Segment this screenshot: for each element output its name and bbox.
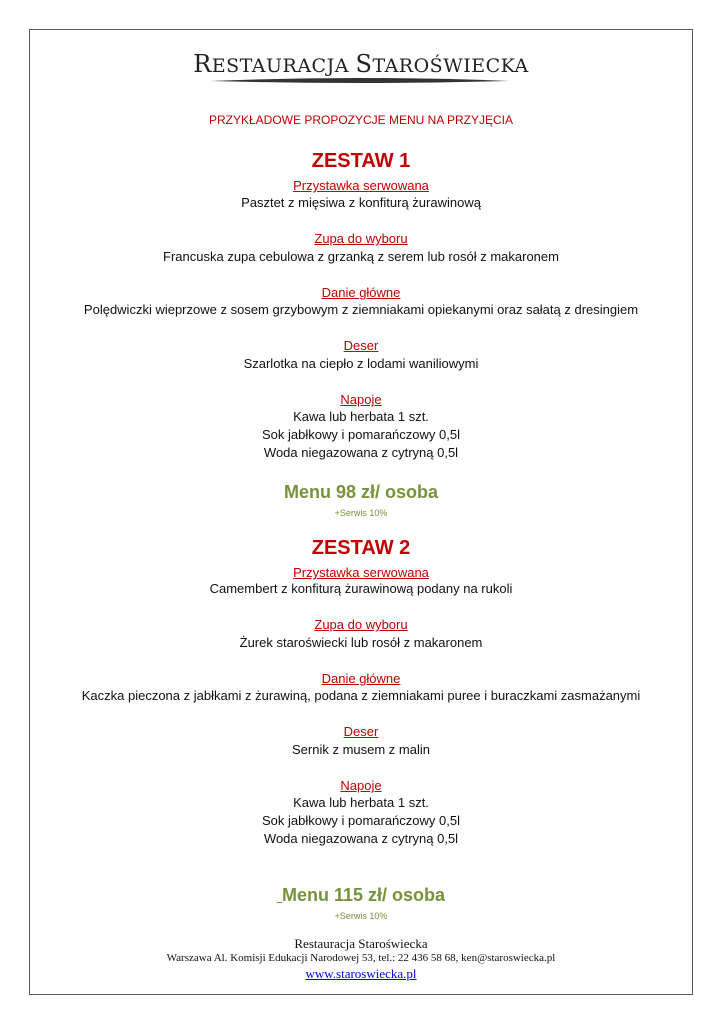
set2-price — [29, 885, 693, 906]
logo-swash — [210, 77, 510, 85]
set1-price: Menu 98 zł/ osoba — [283, 482, 439, 502]
set2-starter-label: Przystawka serwowana — [293, 565, 429, 580]
set1-starter-label: Przystawka serwowana — [293, 178, 429, 193]
set1-drink-2: Sok jabłkowy i pomarańczowy 0,5l — [262, 427, 460, 442]
logo-word-2: TAROŚWIECKA — [372, 55, 529, 77]
set1-service: +Serwis 10% — [334, 508, 388, 518]
set2-price-text: Menu 115 zł/ osoba — [281, 885, 446, 905]
set1-main-label: Danie główne — [321, 285, 401, 300]
set2-drink-1: Kawa lub herbata 1 szt. — [293, 795, 429, 810]
set2-soup-label: Zupa do wyboru — [314, 617, 408, 632]
set2-main: Kaczka pieczona z jabłkami z żurawiną, podana z ziemniakami puree i buraczkami zasmażanymi — [81, 688, 641, 703]
set2-soup: Żurek staroświecki lub rosół z makaronem — [239, 635, 483, 650]
set1-drinks-label: Napoje — [340, 392, 382, 407]
set1-drink-3: Woda niegazowana z cytryną 0,5l — [263, 445, 459, 460]
set1-drink-1: Kawa lub herbata 1 szt. — [293, 409, 429, 424]
set2-drinks-label: Napoje — [340, 778, 382, 793]
footer-address: Warszawa Al. Komisji Edukacji Narodowej 53, tel.: 22 436 58 68, ken@staroswiecka.pl — [166, 952, 556, 964]
set1-soup: Francuska zupa cebulowa z grzanką z serem lub rosół z makaronem — [163, 249, 559, 264]
set1-main: Polędwiczki wieprzowe z sosem grzybowym z ziemniakami opiekanymi oraz sałatą z dresingiem — [83, 302, 639, 317]
set2-starter: Camembert z konfiturą żurawinową podany na rukoli — [209, 581, 513, 596]
set2-dessert: Sernik z musem z malin — [292, 742, 430, 757]
footer-website-link[interactable]: www.staroswiecka.pl — [305, 966, 417, 981]
set2-main-label: Danie główne — [321, 671, 401, 686]
menu-subtitle: PRZYKŁADOWE PROPOZYCJE MENU NA PRZYJĘCIA — [208, 113, 514, 127]
set2-title: ZESTAW 2 — [311, 537, 411, 559]
set1-dessert-label: Deser — [343, 338, 379, 353]
set2-drink-3: Woda niegazowana z cytryną 0,5l — [263, 831, 459, 846]
set2-drink-2: Sok jabłkowy i pomarańczowy 0,5l — [262, 813, 460, 828]
logo-initial-2: S — [355, 50, 373, 78]
logo-word-1: ESTAURACJA — [211, 55, 349, 77]
set1-title: ZESTAW 1 — [311, 150, 411, 172]
set1-starter: Pasztet z mięsiwa z konfiturą żurawinową — [241, 195, 481, 210]
restaurant-logo — [29, 50, 693, 78]
set2-dessert-label: Deser — [343, 724, 379, 739]
footer-restaurant-name: Restauracja Staroświecka — [294, 936, 428, 951]
set2-service: +Serwis 10% — [334, 911, 388, 921]
set1-dessert: Szarlotka na ciepło z lodami waniliowymi — [243, 356, 479, 371]
logo-initial-1: R — [193, 50, 212, 78]
set1-soup-label: Zupa do wyboru — [314, 231, 408, 246]
